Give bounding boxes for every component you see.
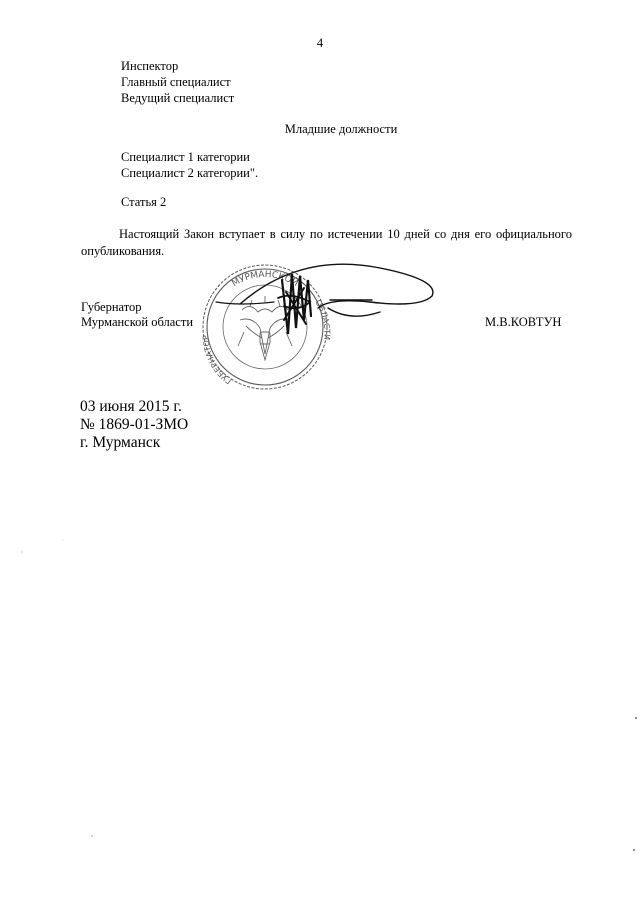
signatory-title-line2: Мурманской области	[81, 315, 194, 329]
official-seal-and-signature	[180, 262, 450, 392]
seal-text-left: ГУБЕРНАТОР	[201, 334, 234, 386]
seal-stamp	[201, 265, 331, 389]
signatory-name: М.В.КОВТУН	[485, 315, 562, 329]
position-specialist-2: Специалист 2 категории".	[121, 166, 259, 180]
position-inspector: Инспектор	[121, 59, 179, 73]
footer-law-number: № 1869-01-ЗМО	[80, 416, 189, 433]
article-title: Статья 2	[121, 195, 167, 209]
seal-text-right: ОБЛАСТИ	[313, 298, 332, 341]
footer-date: 03 июня 2015 г.	[80, 398, 182, 415]
seal-text-top: МУРМАНСКОЙ	[230, 269, 300, 290]
position-leading-specialist: Ведущий специалист	[121, 91, 235, 105]
position-specialist-1: Специалист 1 категории	[121, 150, 250, 164]
page-number: 4	[316, 36, 324, 50]
footer-city: г. Мурманск	[80, 434, 161, 451]
signatory-title-line1: Губернатор	[81, 300, 142, 314]
junior-positions-heading: Младшие должности	[284, 122, 398, 136]
position-chief-specialist: Главный специалист	[121, 75, 231, 89]
article-body: Настоящий Закон вступает в силу по истечении 10 дней со дня его официального опубликования.	[81, 227, 572, 258]
